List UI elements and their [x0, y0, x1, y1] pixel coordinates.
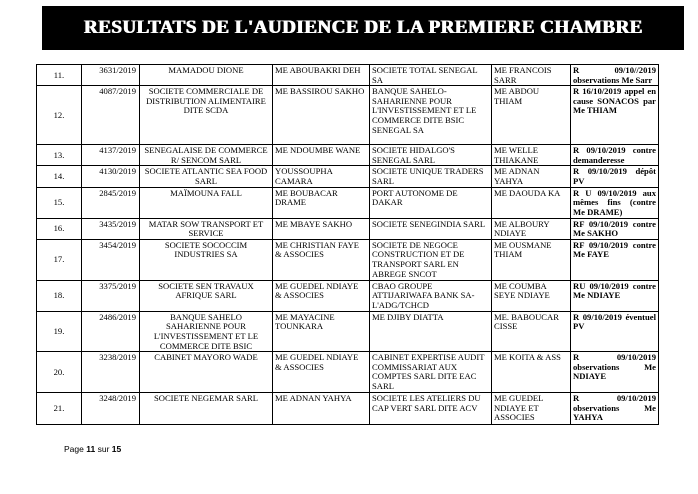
plaintiff-lawyer: ME ABOUBAKRI DEH [273, 65, 370, 86]
table-row [37, 352, 659, 393]
plaintiff-lawyer: ME MBAYE SAKHO [273, 218, 370, 239]
plaintiff-lawyer: ME GUEDEL NDIAYE & ASSOCIES [273, 352, 370, 393]
page-separator: sur [97, 444, 110, 454]
case-reference: 3375/2019 [82, 280, 140, 311]
plaintiff: MAMADOU DIONE [140, 65, 273, 86]
plaintiff: MAÏMOUNA FALL [140, 187, 273, 218]
row-number: 11. [37, 65, 82, 86]
defendant: SOCIETE HIDALGO'S SENEGAL SARL [370, 145, 492, 166]
defendant-lawyer: ME COUMBA SEYE NDIAYE [492, 280, 571, 311]
defendant-lawyer: ME WELLE THIAKANE [492, 145, 571, 166]
plaintiff: MATAR SOW TRANSPORT ET SERVICE [140, 218, 273, 239]
hearing-result: R 09/10//2019 observations Me Sarr [571, 65, 659, 86]
defendant-lawyer: ME ALBOURY NDIAYE [492, 218, 571, 239]
table-row [37, 280, 659, 311]
plaintiff-lawyer: ME CHRISTIAN FAYE & ASSOCIES [273, 239, 370, 280]
hearing-result: R 09/10/2019 observations Me NDIAYE [571, 352, 659, 393]
plaintiff: SOCIETE NEGEMAR SARL [140, 393, 273, 425]
case-reference: 3631/2019 [82, 65, 140, 86]
plaintiff: SOCIETE COMMERCIALE DE DISTRIBUTION ALIMENTAIRE DITE SCDA [140, 86, 273, 145]
defendant-lawyer: ME. BABOUCAR CISSE [492, 311, 571, 351]
table-row [37, 145, 659, 166]
case-reference: 3248/2019 [82, 393, 140, 425]
defendant: CABINET EXPERTISE AUDIT COMMISSARIAT AUX COMPTES SARL DITE EAC SARL [370, 352, 492, 393]
defendant-lawyer: ME KOITA & ASS [492, 352, 571, 393]
row-number: 15. [37, 187, 82, 218]
plaintiff-lawyer: ME BASSIROU SAKHO [273, 86, 370, 145]
plaintiff: BANQUE SAHELO SAHARIENNE POUR L'INVESTISSEMENT ET LE COMMERCE DITE BSIC [140, 311, 273, 351]
row-number: 17. [37, 239, 82, 280]
hearing-result: R 09/10/2019 éventuel PV [571, 311, 659, 351]
defendant-lawyer: ME GUEDEL NDIAYE ET ASSOCIES [492, 393, 571, 425]
defendant: CBAO GROUPE ATTIJARIWAFA BANK SA-L'ADG/TCHCD [370, 280, 492, 311]
page-title-banner [42, 6, 684, 50]
defendant: SOCIETE SENEGINDIA SARL [370, 218, 492, 239]
plaintiff: SOCIETE ATLANTIC SEA FOOD SARL [140, 166, 273, 187]
case-reference: 3435/2019 [82, 218, 140, 239]
defendant: SOCIETE LES ATELIERS DU CAP VERT SARL DITE ACV [370, 393, 492, 425]
hearing-result: R U 09/10/2019 aux mêmes fins (contre Me DRAME) [571, 187, 659, 218]
hearing-result: RU 09/10/2019 contre Me NDIAYE [571, 280, 659, 311]
page-footer [64, 444, 121, 454]
results-table [36, 64, 659, 425]
case-reference: 4137/2019 [82, 145, 140, 166]
hearing-result: R 09/10/2019 observations Me YAHYA [571, 393, 659, 425]
case-reference: 3454/2019 [82, 239, 140, 280]
case-reference: 2845/2019 [82, 187, 140, 218]
table-row [37, 166, 659, 187]
defendant-lawyer: ME FRANCOIS SARR [492, 65, 571, 86]
table-row [37, 239, 659, 280]
page-title: RESULTATS DE L'AUDIENCE DE LA PREMIERE CHAMBRE [83, 17, 643, 38]
row-number: 13. [37, 145, 82, 166]
hearing-result: R 16/10/2019 appel en cause SONACOS par Me THIAM [571, 86, 659, 145]
table-row [37, 65, 659, 86]
row-number: 18. [37, 280, 82, 311]
defendant-lawyer: ME ADNAN YAHYA [492, 166, 571, 187]
defendant-lawyer: ME DAOUDA KA [492, 187, 571, 218]
table-row [37, 218, 659, 239]
case-reference: 3238/2019 [82, 352, 140, 393]
defendant-lawyer: ME OUSMANE THIAM [492, 239, 571, 280]
plaintiff-lawyer: YOUSSOUPHA CAMARA [273, 166, 370, 187]
row-number: 16. [37, 218, 82, 239]
plaintiff: SENEGALAISE DE COMMERCE R/ SENCOM SARL [140, 145, 273, 166]
plaintiff-lawyer: ME BOUBACAR DRAME [273, 187, 370, 218]
table-row [37, 187, 659, 218]
plaintiff: SOCIETE SOCOCCIM INDUSTRIES SA [140, 239, 273, 280]
hearing-result: RF 09/10/2019 contre Me FAYE [571, 239, 659, 280]
defendant: BANQUE SAHELO-SAHARIENNE POUR L'INVESTISSEMENT ET LE COMMERCE DITE BSIC SENEGAL SA [370, 86, 492, 145]
page-label: Page [64, 444, 84, 454]
plaintiff-lawyer: ME ADNAN YAHYA [273, 393, 370, 425]
case-reference: 2486/2019 [82, 311, 140, 351]
plaintiff-lawyer: ME GUEDEL NDIAYE & ASSOCIES [273, 280, 370, 311]
defendant: SOCIETE DE NEGOCE CONSTRUCTION ET DE TRANSPORT SARL EN ABREGE SNCOT [370, 239, 492, 280]
row-number: 21. [37, 393, 82, 425]
page-current: 11 [86, 444, 96, 454]
hearing-result: RF 09/10/2019 contre Me SAKHO [571, 218, 659, 239]
case-reference: 4087/2019 [82, 86, 140, 145]
table-row [37, 86, 659, 145]
plaintiff: SOCIETE SEN TRAVAUX AFRIQUE SARL [140, 280, 273, 311]
defendant: PORT AUTONOME DE DAKAR [370, 187, 492, 218]
plaintiff-lawyer: ME MAYACINE TOUNKARA [273, 311, 370, 351]
defendant: ME DJIBY DIATTA [370, 311, 492, 351]
hearing-result: R 09/10/2019 contre demanderesse [571, 145, 659, 166]
defendant: SOCIETE TOTAL SENEGAL SA [370, 65, 492, 86]
row-number: 19. [37, 311, 82, 351]
defendant: SOCIETE UNIQUE TRADERS SARL [370, 166, 492, 187]
row-number: 12. [37, 86, 82, 145]
plaintiff-lawyer: ME NDOUMBE WANE [273, 145, 370, 166]
hearing-result: R 09/10/2019 dépôt PV [571, 166, 659, 187]
row-number: 14. [37, 166, 82, 187]
table-row [37, 393, 659, 425]
plaintiff: CABINET MAYORO WADE [140, 352, 273, 393]
table-row [37, 311, 659, 351]
row-number: 20. [37, 352, 82, 393]
defendant-lawyer: ME ABDOU THIAM [492, 86, 571, 145]
case-reference: 4130/2019 [82, 166, 140, 187]
page-total: 15 [111, 444, 122, 454]
